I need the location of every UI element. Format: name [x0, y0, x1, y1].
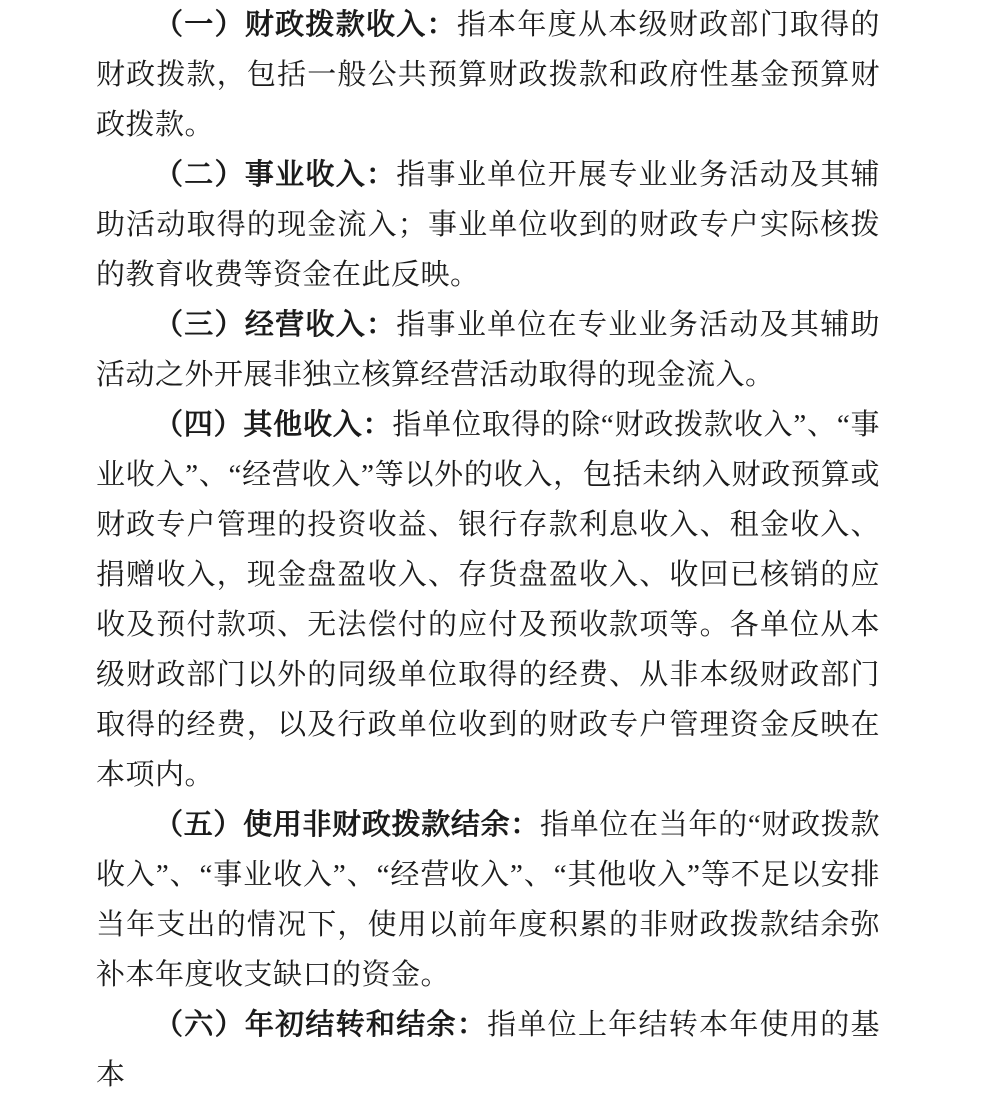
paragraph-body: 指事业单位开展专业业务活动及其辅助活动取得的现金流入；事业单位收到的财政专户实际核拨的教育收费等资金在此反映。: [96, 159, 880, 291]
paragraph-heading: （五）使用非财政拨款结余：: [154, 809, 540, 841]
paragraph-body: 指事业单位在专业业务活动及其辅助活动之外开展非独立核算经营活动取得的现金流入。: [96, 309, 880, 391]
paragraph-heading: （一）财政拨款收入：: [154, 9, 457, 41]
paragraph-body: 指单位在当年的“财政拨款收入”、“事业收入”、“经营收入”、“其他收入”等不足以安排当年支出的情况下，使用以前年度积累的非财政拨款结余弥补本年度收支缺口的资金。: [96, 809, 880, 991]
paragraph-heading: （三）经营收入：: [154, 309, 397, 341]
paragraph-business-income: [96, 150, 880, 300]
paragraph-heading: （四）其他收入：: [154, 409, 393, 441]
document-page: [96, 0, 880, 1100]
paragraph-operating-income: [96, 300, 880, 400]
paragraph-body: 指本年度从本级财政部门取得的财政拨款，包括一般公共预算财政拨款和政府性基金预算财政拨款。: [96, 9, 880, 141]
paragraph-beginning-year-carryover: [96, 1000, 880, 1100]
paragraph-other-income: [96, 400, 880, 800]
paragraph-body: 指单位取得的除“财政拨款收入”、“事业收入”、“经营收入”等以外的收入，包括未纳入财政预算或财政专户管理的投资收益、银行存款利息收入、租金收入、捐赠收入，现金盘盈收入、存货盘盈收入、收回已核销的应收及预付款项、无法偿付的应付及预收款项等。各单位从本级财政部门以外的同级单位取得的经费、从非本级财政部门取得的经费，以及行政单位收到的财政专户管理资金反映在本项内。: [96, 409, 880, 791]
paragraph-heading: （六）年初结转和结余：: [154, 1009, 488, 1041]
paragraph-use-of-non-fiscal-surplus: [96, 800, 880, 1000]
paragraph-body: 指单位上年结转本年使用的基本: [96, 1009, 880, 1091]
paragraph-fiscal-appropriation-income: [96, 0, 880, 150]
paragraph-heading: （二）事业收入：: [154, 159, 397, 191]
